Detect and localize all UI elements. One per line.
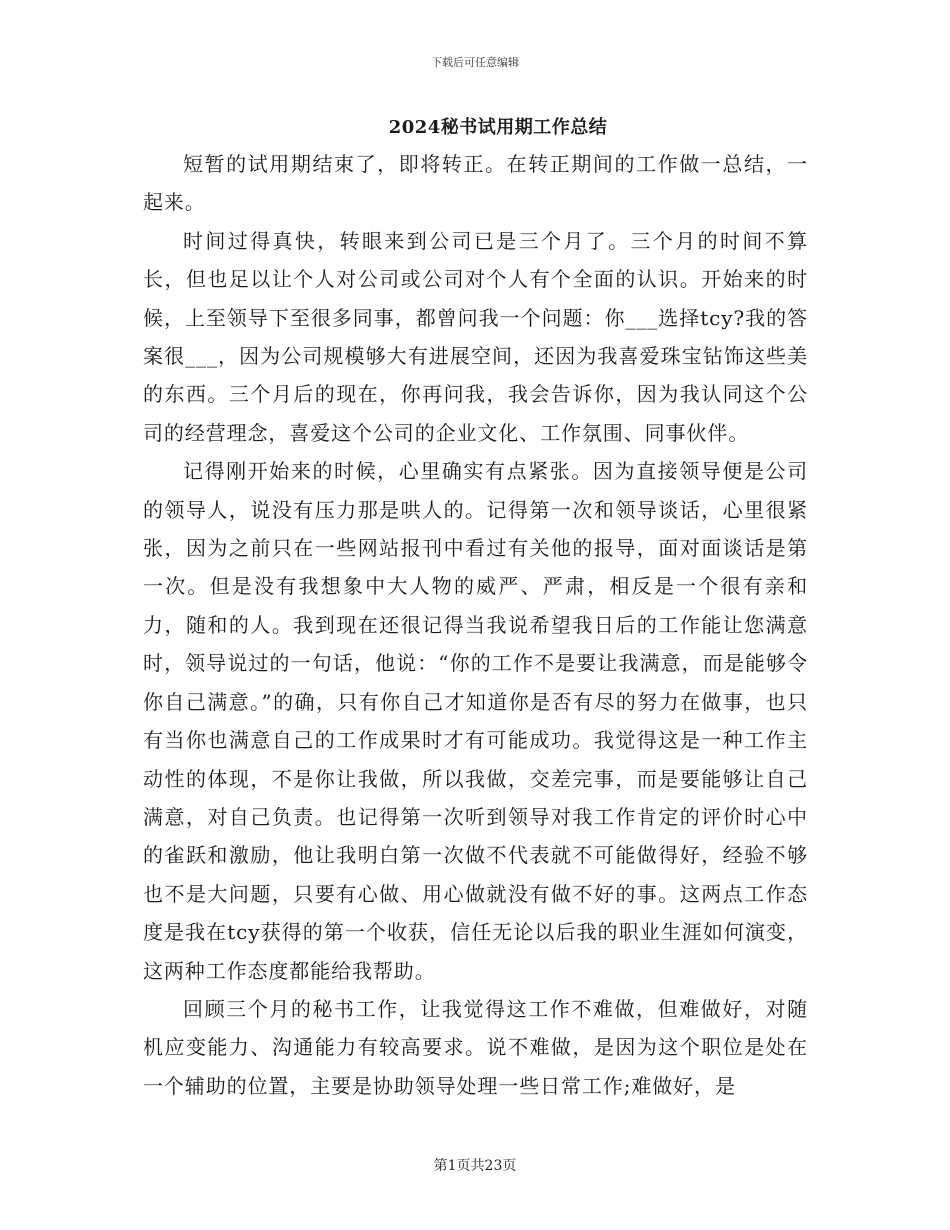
- page-number: 第1页共23页: [433, 1158, 517, 1174]
- paragraph-2: 时间过得真快，转眼来到公司已是三个月了。三个月的时间不算长，但也足以让个人对公司或公司对个人有个全面的认识。开始来的时候，上至领导下至很多同事，都曾问我一个问题：你___选择tcy?我的答案很___，因为公司规模够大有进展空间，还因为我喜爱珠宝钻饰这些美的东西。三个月后的现在，你再问我，我会告诉你，因为我认同这个公司的经营理念，喜爱这个公司的企业文化、工作氛围、同事伙伴。: [143, 228, 808, 445]
- paragraph-3: 记得刚开始来的时候，心里确实有点紧张。因为直接领导便是公司的领导人，说没有压力那是哄人的。记得第一次和领导谈话，心里很紧张，因为之前只在一些网站报刊中看过有关他的报导，面对面谈话是第一次。但是没有我想象中大人物的威严、严肃，相反是一个很有亲和力，随和的人。我到现在还很记得当我说希望我日后的工作能让您满意时，领导说过的一句话，他说：“你的工作不是要让我满意，而是能够令你自己满意。”的确，只有你自己才知道你是否有尽的努力在做事，也只有当你也满意自己的工作成果时才有可能成功。我觉得这是一种工作主动性的体现，不是你让我做，所以我做，交差完事，而是要能够让自己满意，对自己负责。也记得第一次听到领导对我工作肯定的评价时心中的雀跃和激励，他让我明白第一次做不代表就不可能做得好，经验不够也不是大问题，只要有心做、用心做就没有做不好的事。这两点工作态度是我在tcy获得的第一个收获，信任无论以后我的职业生涯如何演变，这两种工作态度都能给我帮助。: [143, 459, 808, 983]
- document-title: 2024秘书试用期工作总结: [388, 117, 608, 138]
- header-note: 下载后可任意编辑: [431, 56, 519, 69]
- paragraph-4: 回顾三个月的秘书工作，让我觉得这工作不难做，但难做好，对随机应变能力、沟通能力有较高要求。说不难做，是因为这个职位是处在一个辅助的位置，主要是协助领导处理一些日常工作;难做好，是: [143, 996, 808, 1098]
- document-body: [143, 145, 808, 1105]
- paragraph-1: 短暂的试用期结束了，即将转正。在转正期间的工作做一总结，一起来。: [143, 152, 808, 215]
